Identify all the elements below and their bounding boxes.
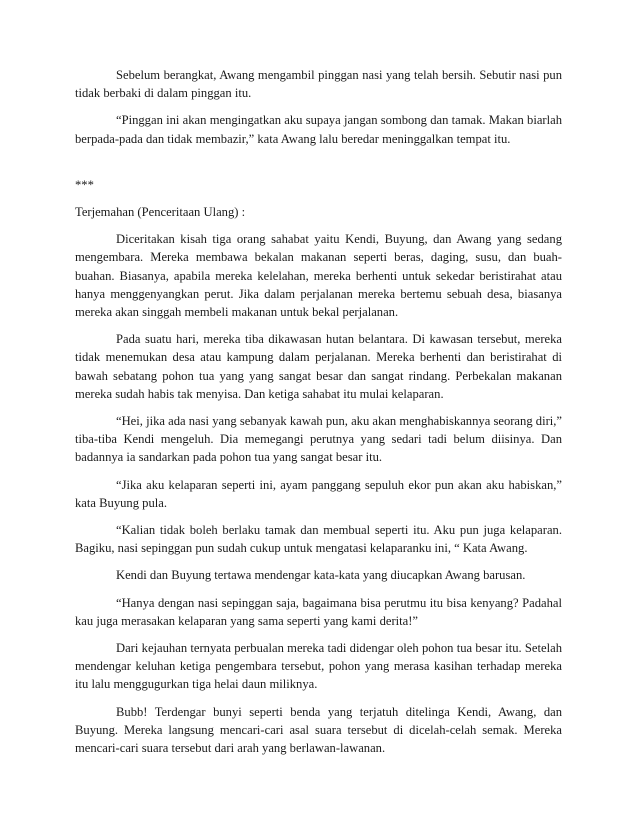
section-separator: *** (75, 177, 94, 192)
document-body (75, 66, 562, 766)
paragraph: “Hei, jika ada nasi yang sebanyak kawah pun, aku akan menghabiskannya seorang diri,” tiba-tiba Kendi mengeluh. Dia memegangi perutnya yang sedari tadi belum diisinya. Dan badannya ia sandarkan pada pohon tua yang sangat besar itu. (75, 414, 562, 465)
paragraph: “Kalian tidak boleh berlaku tamak dan membual seperti itu. Aku pun juga kelaparan. Bagiku, nasi sepinggan pun sudah cukup untuk mengatasi kelaparanku ini, “ Kata Awang. (75, 523, 562, 556)
paragraph: Dari kejauhan ternyata perbualan mereka tadi didengar oleh pohon tua besar itu. Setelah mendengar keluhan ketiga pengembara tersebut, pohon yang merasa kasihan terhadap mereka itu lalu menggugurkan tiga helai daun miliknya. (75, 641, 562, 692)
paragraph: Diceritakan kisah tiga orang sahabat yaitu Kendi, Buyung, dan Awang yang sedang mengembara. Mereka membawa bekalan makanan seperti beras, daging, susu, dan buah-buahan. Biasanya, apabila mereka kelelahan, mereka berhenti untuk sekedar beristirahat atau hanya menggenyangkan perut. Jika dalam perjalanan mereka bertemu sebuah desa, biasanya mereka akan singgah membeli makanan untuk bekal perjalanan. (75, 232, 562, 320)
paragraph: “Pinggan ini akan mengingatkan aku supaya jangan sombong dan tamak. Makan biarlah berpada-pada dan tidak membazir,” kata Awang lalu beredar meninggalkan tempat itu. (75, 113, 562, 146)
section-heading: Terjemahan (Penceritaan Ulang) : (75, 205, 246, 220)
paragraph: Pada suatu hari, mereka tiba dikawasan hutan belantara. Di kawasan tersebut, mereka tidak menemukan desa atau kampung dalam perjalanan. Mereka berhenti dan beristirahat di bawah sebatang pohon tua yang yang sangat besar dan sangat rindang. Perbekalan makanan mereka sudah habis tak menyisa. Dan ketiga sahabat itu mulai kelaparan. (75, 332, 562, 401)
paragraph: Bubb! Terdengar bunyi seperti benda yang terjatuh ditelinga Kendi, Awang, dan Buyung. Mereka langsung mencari-cari asal suara tersebut di dicelah-celah semak. Mereka mencari-cari suara tersebut dari arah yang berlawan-lawanan. (75, 704, 562, 756)
paragraph: “Hanya dengan nasi sepinggan saja, bagaimana bisa perutmu itu bisa kenyang? Padahal kau juga merasakan kelaparan yang sama seperti yang kami derita!” (75, 595, 562, 628)
paragraph: Sebelum berangkat, Awang mengambil pinggan nasi yang telah bersih. Sebutir nasi pun tidak berbaki di dalam pinggan itu. (75, 68, 562, 101)
paragraph: “Jika aku kelaparan seperti ini, ayam panggang sepuluh ekor pun akan aku habiskan,” kata Buyung pula. (75, 477, 562, 510)
paragraph: Kendi dan Buyung tertawa mendengar kata-kata yang diucapkan Awang barusan. (116, 568, 526, 583)
